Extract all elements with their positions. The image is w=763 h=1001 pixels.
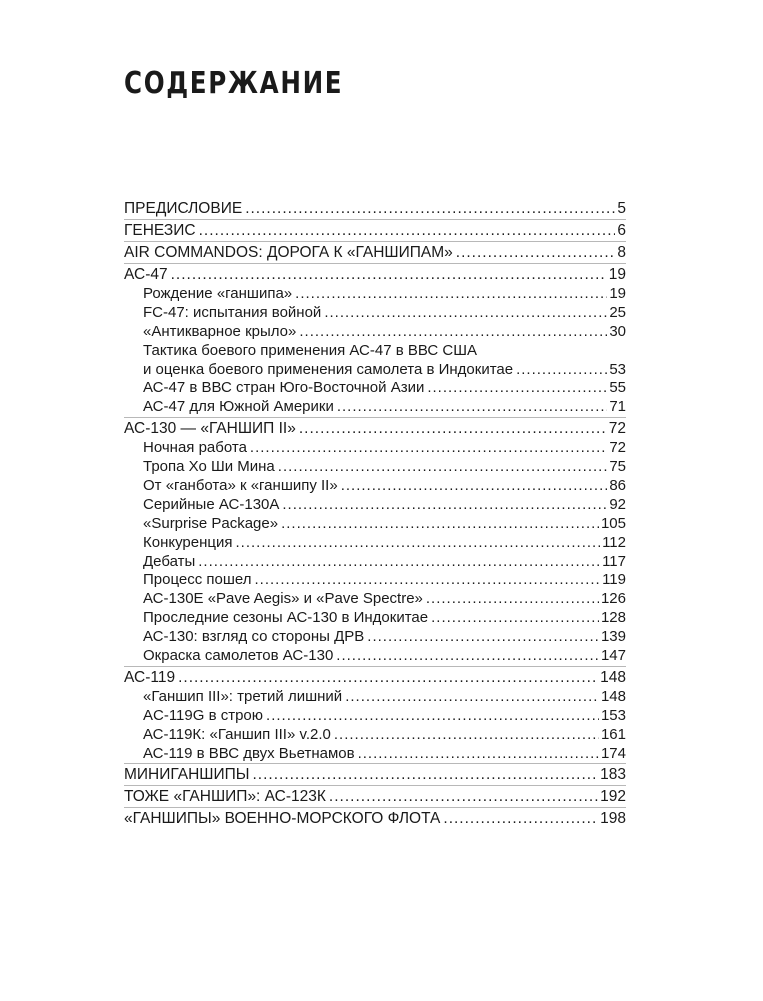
toc-subentry-title: АС-119 в ВВС двух Вьетнамов bbox=[143, 744, 355, 762]
toc-subentry[interactable] bbox=[124, 496, 626, 515]
toc-section bbox=[124, 418, 626, 667]
toc-page-number: 72 bbox=[608, 420, 626, 438]
table-of-contents bbox=[124, 198, 626, 829]
toc-leader-dots bbox=[245, 198, 615, 219]
toc-subentry[interactable] bbox=[124, 439, 626, 458]
toc-page-number: 183 bbox=[600, 766, 626, 784]
toc-page-number: 19 bbox=[608, 266, 626, 283]
toc-subentry[interactable] bbox=[124, 726, 626, 745]
toc-subentry-title: Ночная работа bbox=[143, 439, 247, 457]
toc-page-number: 117 bbox=[602, 552, 626, 570]
toc-leader-dots bbox=[171, 264, 607, 285]
toc-subentry[interactable] bbox=[124, 477, 626, 496]
toc-subentry[interactable] bbox=[124, 515, 626, 534]
toc-page-number: 75 bbox=[609, 458, 626, 476]
toc-subentry-title: «Антикварное крыло» bbox=[143, 322, 297, 340]
toc-subentry[interactable] bbox=[124, 458, 626, 477]
toc-subentry-title: Конкуренция bbox=[143, 533, 233, 551]
toc-subentry[interactable] bbox=[124, 571, 626, 590]
toc-page-number: 105 bbox=[600, 514, 626, 532]
toc-page-number: 30 bbox=[609, 322, 626, 340]
toc-subentry-title: АС-130Е «Pave Aegis» и «Pave Spectre» bbox=[143, 590, 423, 608]
toc-page-number: 148 bbox=[600, 668, 626, 686]
toc-entry-title: ТОЖЕ «ГАНШИП»: АС-123К bbox=[124, 788, 326, 806]
toc-subentry[interactable] bbox=[124, 534, 626, 553]
toc-page-number: 8 bbox=[617, 244, 626, 261]
toc-subentry[interactable] bbox=[124, 745, 626, 764]
toc-subentry[interactable] bbox=[124, 647, 626, 666]
toc-subentry-title-line1: Тактика боевого применения АС-47 в ВВС США bbox=[143, 341, 477, 359]
toc-entry[interactable] bbox=[124, 418, 626, 439]
toc-subentry-title: Процесс пошел bbox=[143, 571, 252, 589]
toc-leader-dots bbox=[255, 571, 601, 590]
toc-leader-dots bbox=[299, 323, 607, 342]
toc-section bbox=[124, 220, 626, 242]
toc-leader-dots bbox=[426, 590, 599, 609]
toc-subentry[interactable] bbox=[124, 285, 626, 304]
toc-page-number: 161 bbox=[600, 725, 626, 743]
toc-subentry-title: От «ганбота» к «ганшипу II» bbox=[143, 477, 338, 495]
toc-entry[interactable] bbox=[124, 198, 626, 219]
toc-page-number: 174 bbox=[600, 744, 626, 762]
toc-section bbox=[124, 667, 626, 765]
toc-page-number: 53 bbox=[609, 360, 626, 378]
toc-entry-title: AIR COMMANDOS: ДОРОГА К «ГАНШИПАМ» bbox=[124, 244, 453, 261]
toc-entry[interactable] bbox=[124, 264, 626, 285]
toc-page-number: 112 bbox=[602, 533, 626, 551]
toc-page-number: 25 bbox=[609, 303, 626, 321]
toc-entry-title: МИНИГАНШИПЫ bbox=[124, 766, 250, 784]
toc-subentry[interactable] bbox=[124, 628, 626, 647]
toc-leader-dots bbox=[358, 745, 599, 764]
toc-subentry[interactable] bbox=[124, 323, 626, 342]
toc-page-number: 5 bbox=[617, 200, 626, 217]
toc-leader-dots bbox=[299, 418, 607, 439]
toc-page-number: 153 bbox=[600, 706, 626, 724]
toc-leader-dots bbox=[236, 534, 601, 553]
toc-page-number: 147 bbox=[600, 647, 626, 665]
toc-leader-dots bbox=[367, 628, 599, 647]
toc-leader-dots bbox=[345, 688, 599, 707]
toc-page-number: 128 bbox=[600, 609, 626, 627]
toc-entry[interactable] bbox=[124, 242, 626, 263]
toc-subentry[interactable] bbox=[124, 304, 626, 323]
toc-entry[interactable] bbox=[124, 220, 626, 241]
toc-subentry-title: Прослeдние сезоны АС-130 в Индокитае bbox=[143, 609, 429, 627]
page-title: СОДЕРЖАНИЕ bbox=[124, 66, 344, 101]
toc-page-number: 19 bbox=[609, 285, 626, 302]
toc-subentry[interactable] bbox=[124, 590, 626, 609]
toc-leader-dots bbox=[282, 496, 607, 515]
toc-leader-dots bbox=[334, 726, 599, 745]
toc-entry-title: «ГАНШИПЫ» ВОЕННО-МОРСКОГО ФЛОТА bbox=[124, 810, 441, 828]
toc-page-number: 148 bbox=[600, 687, 626, 705]
toc-subentry-title: «Ганшип III»: третий лишний bbox=[143, 687, 343, 705]
toc-entry[interactable] bbox=[124, 808, 626, 829]
toc-page-number: 92 bbox=[609, 495, 626, 513]
toc-leader-dots bbox=[281, 515, 599, 534]
toc-page-number: 119 bbox=[602, 571, 626, 589]
toc-entry-title: АС-130 — «ГАНШИП II» bbox=[124, 420, 296, 438]
toc-entry-title: АС-119 bbox=[124, 668, 176, 686]
toc-section bbox=[124, 808, 626, 829]
toc-page-number: 126 bbox=[600, 590, 626, 608]
toc-subentry-title: Рождение «ганшипа» bbox=[143, 285, 293, 302]
toc-leader-dots bbox=[337, 398, 607, 417]
toc-leader-dots bbox=[329, 786, 598, 807]
toc-page-number: 55 bbox=[609, 379, 626, 397]
toc-subentry-title: АС-130: взгляд со стороны ДРВ bbox=[143, 628, 365, 646]
toc-leader-dots bbox=[252, 764, 598, 785]
toc-entry[interactable] bbox=[124, 764, 626, 785]
toc-leader-dots bbox=[266, 707, 599, 726]
toc-entry-title: ГЕНЕЗИС bbox=[124, 222, 196, 239]
toc-leader-dots bbox=[336, 647, 599, 666]
toc-leader-dots bbox=[456, 242, 616, 263]
toc-section bbox=[124, 764, 626, 786]
toc-section bbox=[124, 242, 626, 264]
toc-subentry[interactable] bbox=[124, 609, 626, 628]
toc-page-number: 192 bbox=[600, 788, 626, 806]
toc-leader-dots bbox=[427, 379, 607, 398]
toc-subentry[interactable] bbox=[124, 398, 626, 417]
toc-leader-dots bbox=[250, 439, 607, 458]
toc-page-number: 72 bbox=[609, 439, 626, 457]
toc-subentry[interactable] bbox=[124, 342, 626, 380]
toc-entry-title: АС-47 bbox=[124, 266, 168, 283]
toc-page-number: 198 bbox=[600, 810, 626, 828]
toc-subentry-title-line2: и оценка боевого применения самолета в Индокитае bbox=[143, 360, 514, 378]
toc-leader-dots bbox=[443, 808, 598, 829]
toc-entry-title: ПРЕДИСЛОВИЕ bbox=[124, 200, 243, 217]
toc-page-number: 139 bbox=[600, 628, 626, 646]
toc-subentry[interactable] bbox=[124, 379, 626, 398]
toc-leader-dots bbox=[178, 667, 598, 688]
toc-leader-dots bbox=[199, 220, 616, 241]
toc-leader-dots bbox=[324, 304, 607, 323]
toc-subentry-title: АС-119К: «Ганшип III» v.2.0 bbox=[143, 725, 331, 743]
toc-subentry-title: «Surprise Package» bbox=[143, 514, 279, 532]
toc-section bbox=[124, 198, 626, 220]
toc-subentry-title: Серийные АС-130А bbox=[143, 495, 280, 513]
toc-subentry-title: АС-47 для Южной Америки bbox=[143, 398, 334, 416]
toc-subentry[interactable] bbox=[124, 553, 626, 572]
toc-leader-dots bbox=[295, 285, 607, 304]
toc-subentry[interactable] bbox=[124, 707, 626, 726]
toc-section bbox=[124, 786, 626, 808]
toc-leader-dots bbox=[431, 609, 599, 628]
toc-subentry-title: АС-47 в ВВС стран Юго-Восточной Азии bbox=[143, 379, 425, 397]
toc-entry[interactable] bbox=[124, 786, 626, 807]
toc-page-number: 71 bbox=[609, 398, 626, 416]
toc-leader-dots bbox=[341, 477, 608, 496]
toc-leader-dots bbox=[516, 361, 607, 380]
toc-leader-dots bbox=[278, 458, 608, 477]
toc-page-number: 86 bbox=[609, 477, 626, 495]
toc-subentry-title: Дебаты bbox=[143, 552, 196, 570]
toc-leader-dots bbox=[198, 553, 600, 572]
toc-page-number: 6 bbox=[617, 222, 626, 239]
toc-section bbox=[124, 264, 626, 418]
toc-subentry-title: FC-47: испытания войной bbox=[143, 303, 322, 321]
toc-subentry-title: AC-119G в строю bbox=[143, 706, 264, 724]
toc-subentry-title: Окраска самолетов АС-130 bbox=[143, 647, 334, 665]
toc-entry[interactable] bbox=[124, 667, 626, 688]
toc-subentry-title: Тропа Хо Ши Мина bbox=[143, 458, 275, 476]
toc-subentry[interactable] bbox=[124, 688, 626, 707]
